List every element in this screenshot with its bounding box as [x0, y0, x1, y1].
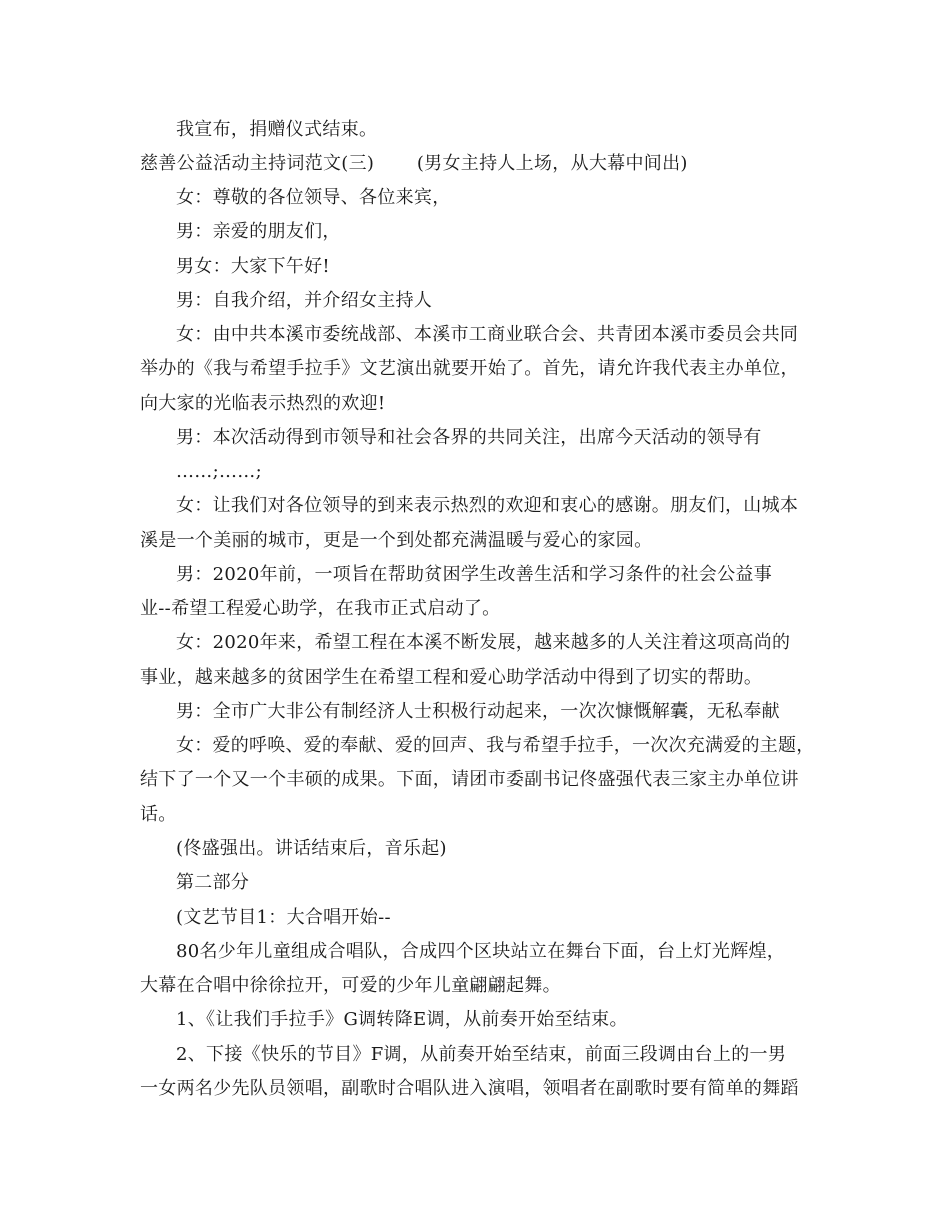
- text-line: 女：由中共本溪市委统战部、本溪市工商业联合会、共青团本溪市委员会共同: [176, 324, 799, 345]
- text-line: 向大家的光临表示热烈的欢迎!: [140, 393, 386, 414]
- text-line: 男女：大家下午好!: [176, 256, 330, 277]
- text-line: 女：让我们对各位领导的到来表示热烈的欢迎和衷心的感谢。朋友们，山城本: [176, 495, 799, 516]
- text-line: 男：本次活动得到市领导和社会各界的共同关注，出席今天活动的领导有: [176, 427, 762, 448]
- text-line: 女：2020年来，希望工程在本溪不断发展，越来越多的人关注着这项高尚的: [176, 632, 791, 653]
- text-line: 男：亲爱的朋友们，: [176, 221, 341, 242]
- list-item: 1、《让我们手拉手》G调转降E调，从前奏开始至结束。: [176, 1009, 628, 1030]
- text-line: 女：尊敬的各位领导、各位来宾，: [176, 187, 451, 208]
- text-line: 80名少年儿童组成合唱队，合成四个区块站立在舞台下面，台上灯光辉煌，: [176, 941, 786, 962]
- text-line: 一女两名少先队员领唱，副歌时合唱队进入演唱，领唱者在副歌时要有简单的舞蹈: [140, 1078, 799, 1099]
- text-line: 男：全市广大非公有制经济人士积极行动起来，一次次慷慨解囊，无私奉献: [176, 701, 780, 722]
- text-line: 结下了一个又一个丰硕的成果。下面，请团市委副书记佟盛强代表三家主办单位讲: [140, 769, 799, 790]
- text-line: (佟盛强出。讲话结束后，音乐起): [176, 838, 447, 859]
- text-line: 大幕在合唱中徐徐拉开，可爱的少年儿童翩翩起舞。: [140, 975, 561, 996]
- section-heading: 第二部分: [176, 872, 250, 893]
- text-line: 男：自我介绍，并介绍女主持人: [176, 290, 433, 311]
- text-line: 女：爱的呼唤、爱的奉献、爱的回声、我与希望手拉手，一次次充满爱的主题，: [176, 735, 815, 756]
- text-line: 举办的《我与希望手拉手》文艺演出就要开始了。首先，请允许我代表主办单位，: [140, 358, 799, 379]
- text-line: (文艺节目1：大合唱开始--: [176, 907, 391, 928]
- text-line: ……;……;: [176, 461, 262, 482]
- section-heading: 慈善公益活动主持词范文(三) (男女主持人上场，从大幕中间出): [140, 153, 688, 174]
- text-line: 事业，越来越多的贫困学生在希望工程和爱心助学活动中得到了切实的帮助。: [140, 667, 763, 688]
- text-line: 男：2020年前，一项旨在帮助贫困学生改善生活和学习条件的社会公益事: [176, 564, 773, 585]
- list-item: 2、下接《快乐的节目》F调，从前奏开始至结束，前面三段调由台上的一男: [176, 1044, 787, 1065]
- text-line: 溪是一个美丽的城市，更是一个到处都充满温暖与爱心的家园。: [140, 530, 653, 551]
- text-line: 业--希望工程爱心助学，在我市正式启动了。: [140, 598, 501, 619]
- text-line: 话。: [140, 804, 177, 825]
- text-line: 我宣布，捐赠仪式结束。: [176, 119, 378, 140]
